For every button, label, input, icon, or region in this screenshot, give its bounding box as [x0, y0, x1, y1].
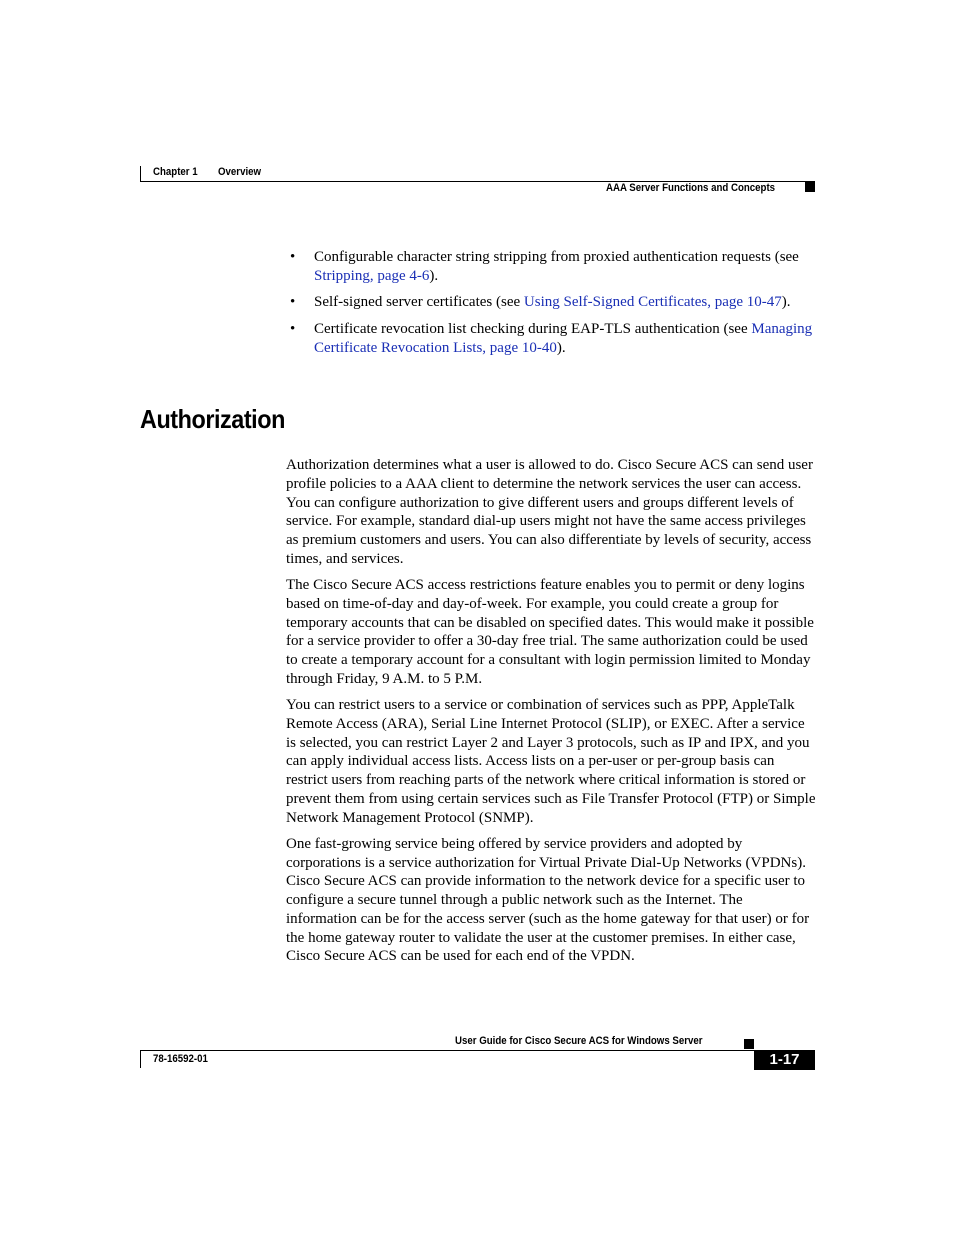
bullet-text-end: ).: [556, 339, 566, 356]
bullet-icon: •: [290, 249, 296, 265]
body-paragraph: The Cisco Secure ACS access restrictions feature enables you to permit or deny logins based on time-of-day and day-of-week. For example, you could create a group for temporary accounts that can be disabled on specified dates. This would make it possible for a service provider to offer a 30-day free trial. The same authorization could be used to create a temporary account for a consultant with login permission limited to Monday through Friday, 9 A.M. to 5 P.M.: [286, 577, 814, 687]
bullet-item: [290, 320, 820, 357]
footer-page-number: 1-17: [769, 1051, 800, 1068]
footer-guide-title: User Guide for Cisco Secure ACS for Windows Server: [455, 1035, 703, 1047]
bullet-text-end: ).: [429, 267, 439, 284]
bullet-text-end: ).: [781, 294, 791, 311]
footer-vertical-rule: [140, 1050, 141, 1068]
bullet-item: [290, 293, 820, 312]
header-chapter-title: Overview: [218, 166, 262, 178]
bullet-text: Self-signed server certificates (see: [314, 294, 524, 311]
header-chapter: Chapter 1: [153, 166, 198, 178]
header-vertical-rule: [140, 166, 141, 182]
bullet-icon: •: [290, 294, 296, 311]
header-section-title: AAA Server Functions and Concepts: [606, 182, 776, 194]
link-stripping[interactable]: Stripping, page 4-6: [314, 267, 430, 284]
section-heading: Authorization: [140, 404, 285, 434]
bullet-item: [290, 248, 820, 285]
header-block-marker: [805, 182, 815, 192]
bullet-text: Certificate revocation list checking during EAP-TLS authentication (see: [314, 321, 752, 338]
footer-block-marker: [744, 1039, 754, 1049]
body-paragraph: One fast-growing service being offered by service providers and adopted by corporations is a service authorization for Virtual Private Dial-Up Networks (VPDNs). Cisco Secure ACS can provide information to the network device for a specific user to configure a secure tunnel through a public network such as the Internet. The information can be for the access server (such as the home gateway for that user) or for the home gateway router to validate the user at the customer premises. In either case, Cisco Secure ACS can be used for each end of the VPDN.: [286, 835, 810, 965]
link-self-signed-certificates[interactable]: Using Self-Signed Certificates, page 10-47: [523, 294, 782, 311]
section-body: [286, 456, 816, 974]
feature-bullet-list: [290, 248, 820, 366]
bullet-icon: •: [290, 321, 296, 338]
link-certificate-revocation-lists[interactable]: Managing Certificate Revocation Lists, page 10-40: [314, 321, 813, 356]
bullet-text: Configurable character string stripping from proxied authentication requests (see: [314, 249, 799, 265]
footer-doc-number: 78-16592-01: [153, 1053, 208, 1065]
footer-rule: [140, 1050, 754, 1051]
body-paragraph: You can restrict users to a service or combination of services such as PPP, AppleTalk Remote Access (ARA), Serial Line Internet Protocol (SLIP), or EXEC. After a service is selected, you can restrict Layer 2 and Layer 3 protocols, such as IP and IPX, and you can apply individual access lists. Access lists on a per-user or per-group basis can restrict users from reaching parts of the network where critical information is stored or prevent them from using certain services such as File Transfer Protocol (FTP) or Simple Network Management Protocol (SNMP).: [286, 697, 816, 826]
body-paragraph: Authorization determines what a user is allowed to do. Cisco Secure ACS can send user profile policies to a AAA client to determine the network services the user can access. You can configure authorization to give different users and groups different levels of service. For example, standard dial-up users might not have the same access privileges as premium customers and users. You can also differentiate by levels of security, access times, and services.: [286, 457, 813, 567]
